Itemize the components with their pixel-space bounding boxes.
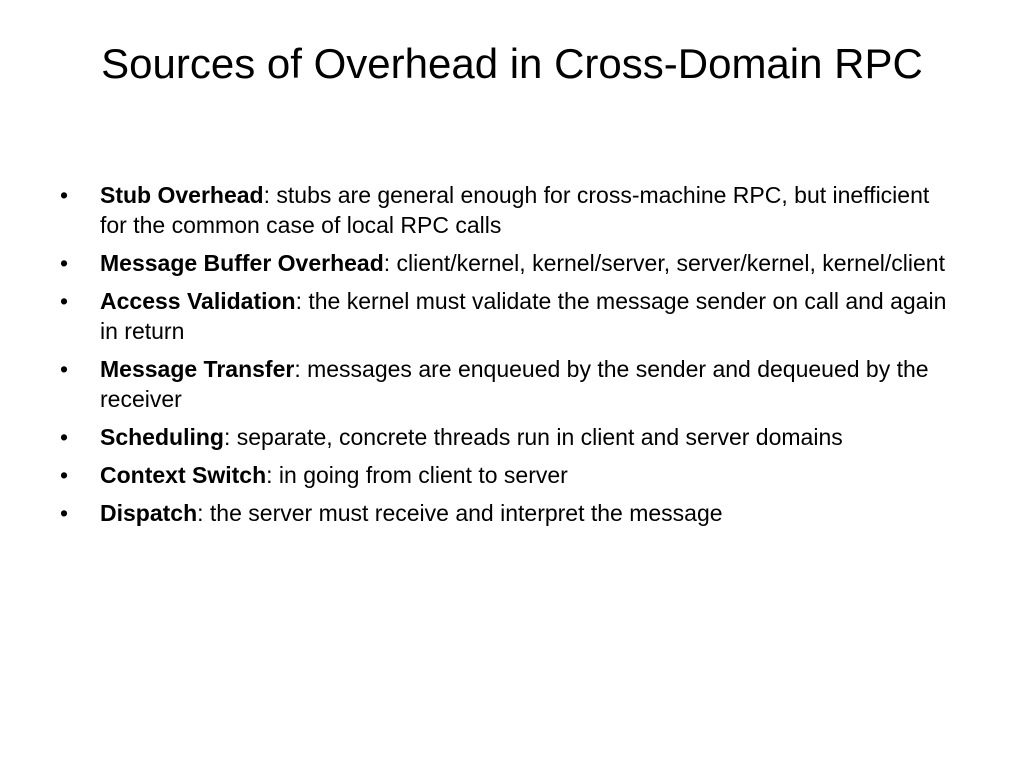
bullet-term: Message Buffer Overhead bbox=[100, 250, 384, 276]
bullet-item-message-transfer bbox=[60, 354, 960, 414]
bullet-item-dispatch bbox=[60, 498, 960, 528]
bullet-text: : client/kernel, kernel/server, server/kernel, kernel/client bbox=[383, 250, 945, 276]
bullet-icon: • bbox=[60, 462, 69, 488]
bullet-item-message-buffer-overhead bbox=[60, 248, 960, 278]
bullet-list bbox=[60, 180, 960, 536]
bullet-text: : messages are enqueued by the sender and dequeued by the receiver bbox=[100, 356, 929, 412]
bullet-term: Stub Overhead bbox=[100, 182, 264, 208]
bullet-item-access-validation bbox=[60, 286, 960, 346]
bullet-icon: • bbox=[60, 288, 69, 314]
bullet-text: : the kernel must validate the message sender on call and again in return bbox=[100, 288, 947, 344]
bullet-icon: • bbox=[60, 182, 69, 208]
bullet-text: : stubs are general enough for cross-machine RPC, but inefficient for the common case of local RPC calls bbox=[100, 182, 930, 238]
bullet-text: : separate, concrete threads run in client and server domains bbox=[223, 424, 843, 450]
bullet-term: Context Switch bbox=[100, 462, 267, 488]
slide-title: Sources of Overhead in Cross-Domain RPC bbox=[101, 40, 923, 87]
bullet-term: Message Transfer bbox=[100, 356, 295, 382]
bullet-text: : the server must receive and interpret the message bbox=[197, 500, 723, 526]
bullet-item-stub-overhead bbox=[60, 180, 960, 240]
bullet-term: Access Validation bbox=[100, 288, 296, 314]
bullet-icon: • bbox=[60, 500, 69, 526]
bullet-item-context-switch bbox=[60, 460, 960, 490]
bullet-term: Dispatch bbox=[100, 500, 198, 526]
bullet-term: Scheduling bbox=[100, 424, 224, 450]
bullet-item-scheduling bbox=[60, 422, 960, 452]
bullet-text: : in going from client to server bbox=[266, 462, 568, 488]
bullet-icon: • bbox=[60, 356, 69, 382]
bullet-icon: • bbox=[60, 424, 69, 450]
bullet-icon: • bbox=[60, 250, 69, 276]
